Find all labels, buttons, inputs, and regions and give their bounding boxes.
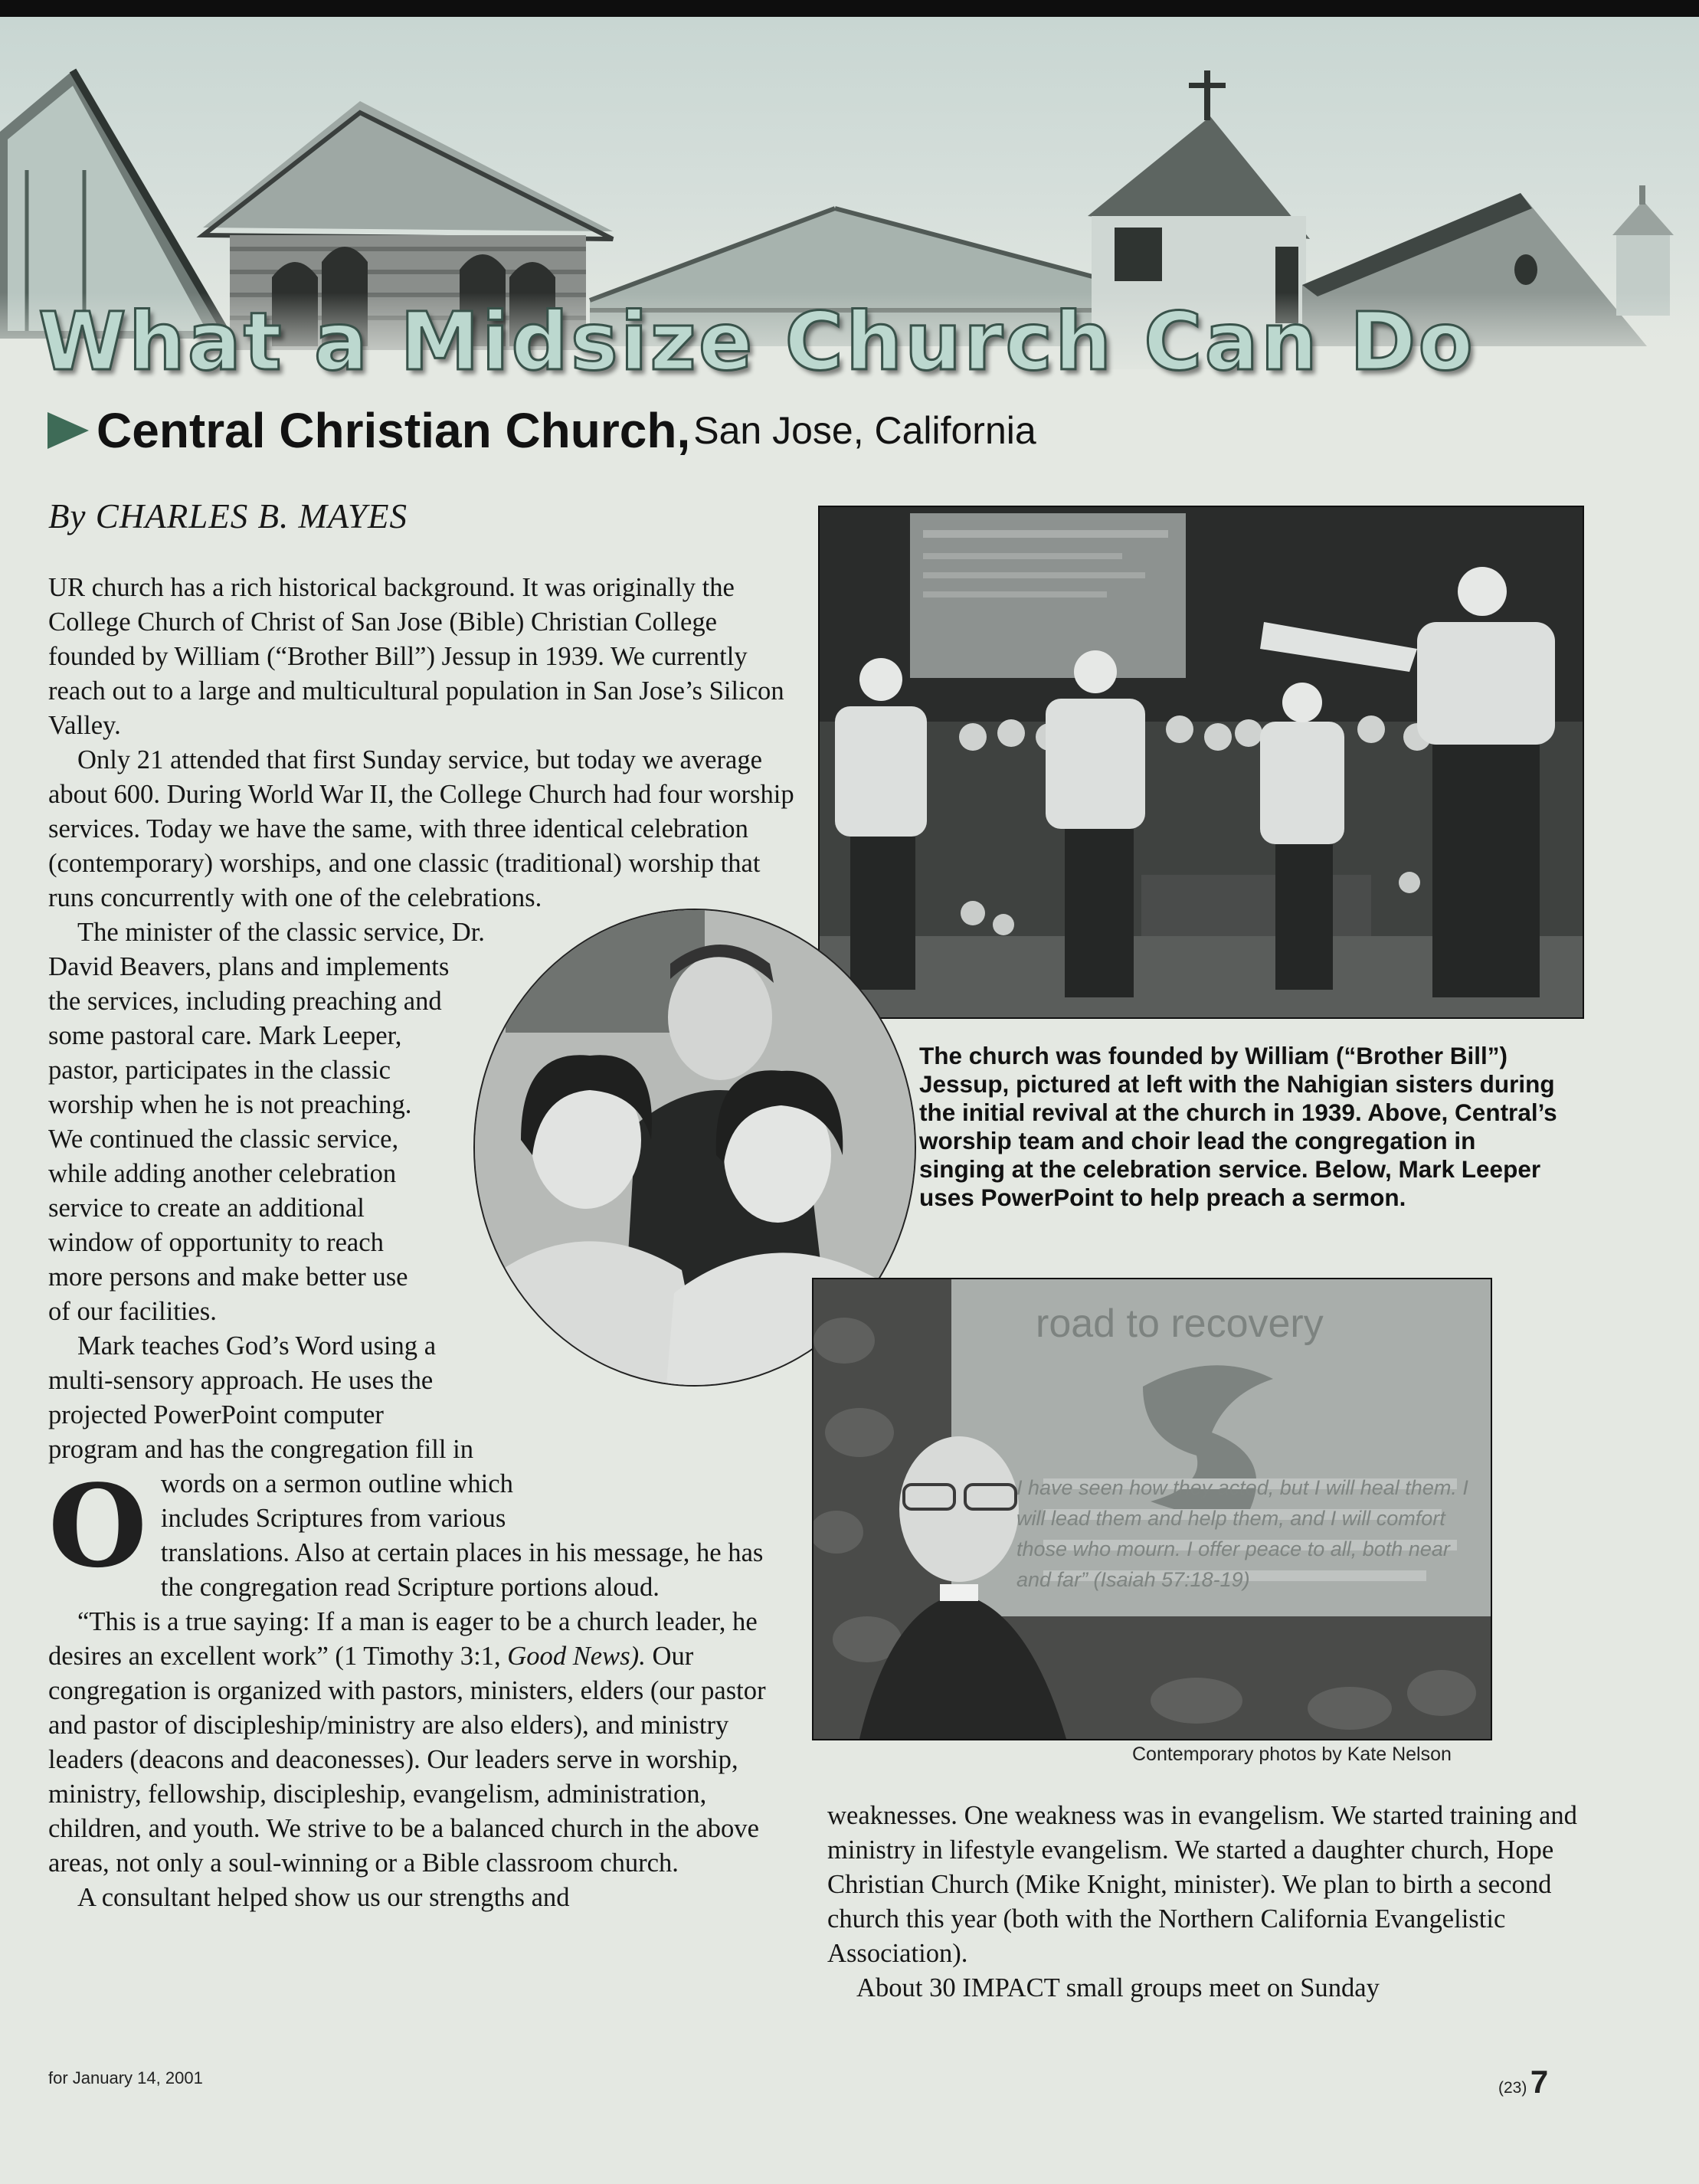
- article-paragraph: About 30 IMPACT small groups meet on Sunday: [856, 1973, 1380, 2002]
- article-paragraph: Only 21 attended that first Sunday service, but today we average about 600. During World War II, the College Church had four worship services. Today we have the same, with three identical celebration (contemporary) worships, and one classic (traditional) worship that runs concurrently with one of the celebrations.: [48, 745, 794, 912]
- article-paragraph: O UR church has a rich historical background. It was originally the College Church of Christ of San Jose (Bible) Christian College founded by William (“Brother Bill”) Jessup in 1939. We currently reach out to a large and multicultural population in San Jose’s Silicon Valley.: [48, 573, 784, 1593]
- page-number-large: 7: [1530, 2064, 1549, 2100]
- scan-edge: [0, 0, 1699, 17]
- article-paragraph: A consultant helped show us our strengths and: [77, 1883, 570, 1912]
- article-paragraph: weaknesses. One weakness was in evangelism. We started training and ministry in lifestyle evangelism. We started a daughter church, Hope Christian Church (Mike Knight, minister). We plan to birth a second church this year (both with the Northern California Evangelistic Association).: [827, 1801, 1577, 1968]
- church-name: Central Christian Church,: [97, 403, 691, 458]
- church-location: San Jose, California: [693, 409, 1036, 452]
- triangle-bullet-icon: [47, 412, 89, 449]
- page-number: [1498, 2064, 1548, 2101]
- article-paragraph: The minister of the classic service, Dr. David Beavers, plans and implements the services, including preaching and some pastoral care. Mark Leeper, pastor, participates in the classic worship when he is not preaching. We continued the classic service, while adding another celebration service to create an additional window of opportunity to reach more persons and make better use of our facilities.: [48, 918, 485, 1326]
- worship-team-photo: [818, 506, 1584, 1019]
- issue-date: for January 14, 2001: [48, 2068, 203, 2087]
- byline: By CHARLES B. MAYES: [48, 497, 408, 535]
- photo-credit: Contemporary photos by Kate Nelson: [1132, 1744, 1452, 1765]
- church-subhead: [47, 402, 1036, 459]
- article-paragraph: “This is a true saying: If a man is eager to be a church leader, he desires an excellent work” (1 Timothy 3:1, Good News). Our congregation is organized with pastors, ministers, elders (our pastor and pastor of discipleship/ministry are also elders), and ministry leaders (deacons and deaconesses). Our leaders serve in worship, ministry, fellowship, discipleship, evangelism, administration, children, and youth. We strive to be a balanced church in the above areas, not only a soul-winning or a Bible classroom church.: [48, 1607, 766, 1878]
- slide-title: road to recovery: [1036, 1302, 1324, 1346]
- photo-caption: The church was founded by William (“Brother Bill”) Jessup, pictured at left with the Nahigian sisters during the initial revival at the church in 1939. Above, Central’s worship team and choir lead the congregation in singing at the celebration service. Below, Mark Leeper uses PowerPoint to help preach a sermon.: [919, 1042, 1557, 1211]
- article-column-right: [827, 1799, 1578, 2006]
- page-number-small: (23): [1498, 2079, 1527, 2097]
- article-paragraph: Mark teaches God’s Word using a multi-sensory approach. He uses the projected PowerPoint computer program and has the congregation fill in words on a sermon outline which includes Scriptures from various translations. Also at certain places in his message, he has the congregation read Scripture portions aloud.: [48, 1331, 764, 1602]
- article-column-left: [48, 571, 799, 1915]
- slide-verse: I have seen how they acted, but I will heal them. I will lead them and help them, and I will comfort those who mourn. I offer peace to all, both near and far” (Isaiah 57:18-19): [1016, 1476, 1468, 1591]
- drop-cap: O: [48, 1459, 147, 1593]
- headline: What a Midsize Church Can Do: [38, 295, 1475, 388]
- mark-leeper-powerpoint-photo: [812, 1278, 1492, 1740]
